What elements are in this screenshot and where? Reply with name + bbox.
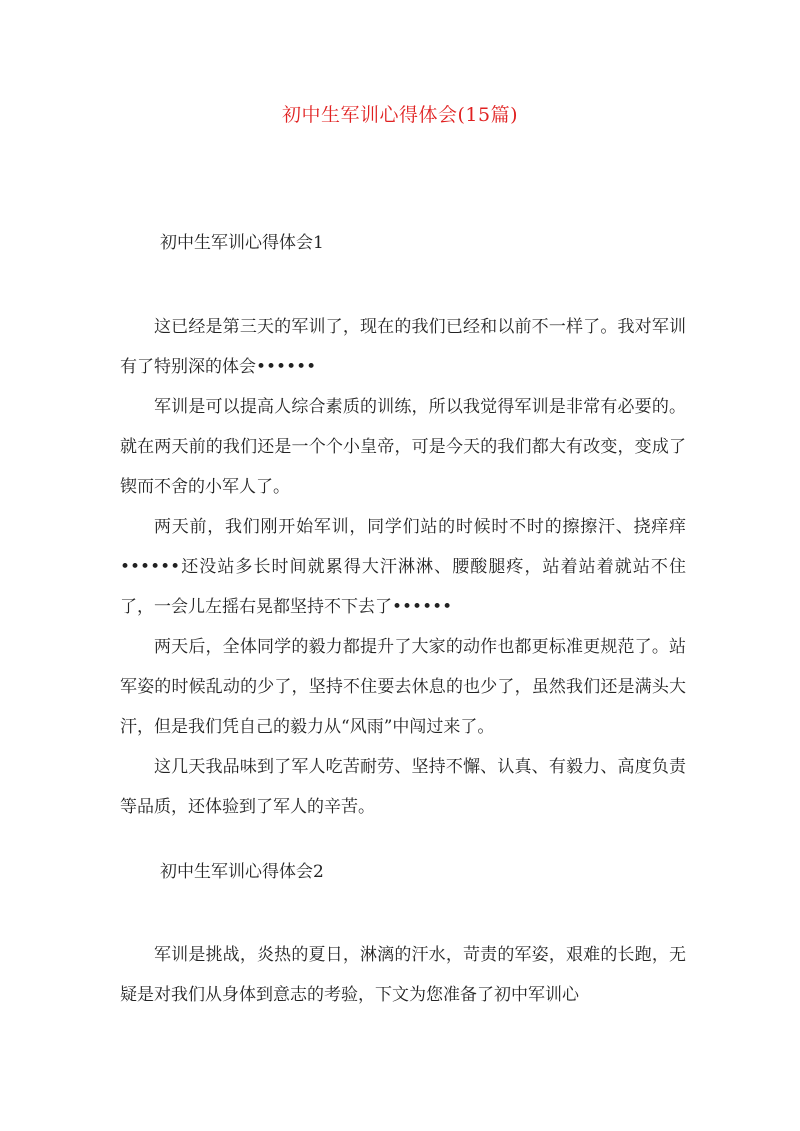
paragraph: 两天后，全体同学的毅力都提升了大家的动作也都更标准更规范了。站军姿的时候乱动的少了，坚持不住要去休息的也少了，虽然我们还是满头大汗，但是我们凭自己的毅力从“风雨”中闯过来了。 <box>120 637 686 737</box>
essay1-body <box>120 307 686 827</box>
section-heading-1: 初中生军训心得体会1 <box>160 233 324 253</box>
paragraph: 这已经是第三天的军训了，现在的我们已经和以前不一样了。我对军训有了特别深的体会•••••• <box>120 317 686 377</box>
section-heading-2: 初中生军训心得体会2 <box>160 862 324 882</box>
paragraph: 这几天我品味到了军人吃苦耐劳、坚持不懈、认真、有毅力、高度负责等品质，还体验到了军人的辛苦。 <box>120 757 686 817</box>
paragraph: 两天前，我们刚开始军训，同学们站的时候时不时的擦擦汗、挠痒痒••••••还没站多长时间就累得大汗淋淋、腰酸腿疼，站着站着就站不住了，一会儿左摇右晃都坚持不下去了•••••• <box>120 517 686 617</box>
document-title: 初中生军训心得体会(15篇) <box>281 104 518 126</box>
paragraph: 军训是挑战，炎热的夏日，淋漓的汗水，苛责的军姿，艰难的长跑，无疑是对我们从身体到意志的考验，下文为您准备了初中军训心 <box>120 945 686 1005</box>
essay2-body <box>120 935 686 1015</box>
paragraph: 军训是可以提高人综合素质的训练，所以我觉得军训是非常有必要的。就在两天前的我们还是一个个小皇帝，可是今天的我们都大有改变，变成了锲而不舍的小军人了。 <box>120 397 686 497</box>
